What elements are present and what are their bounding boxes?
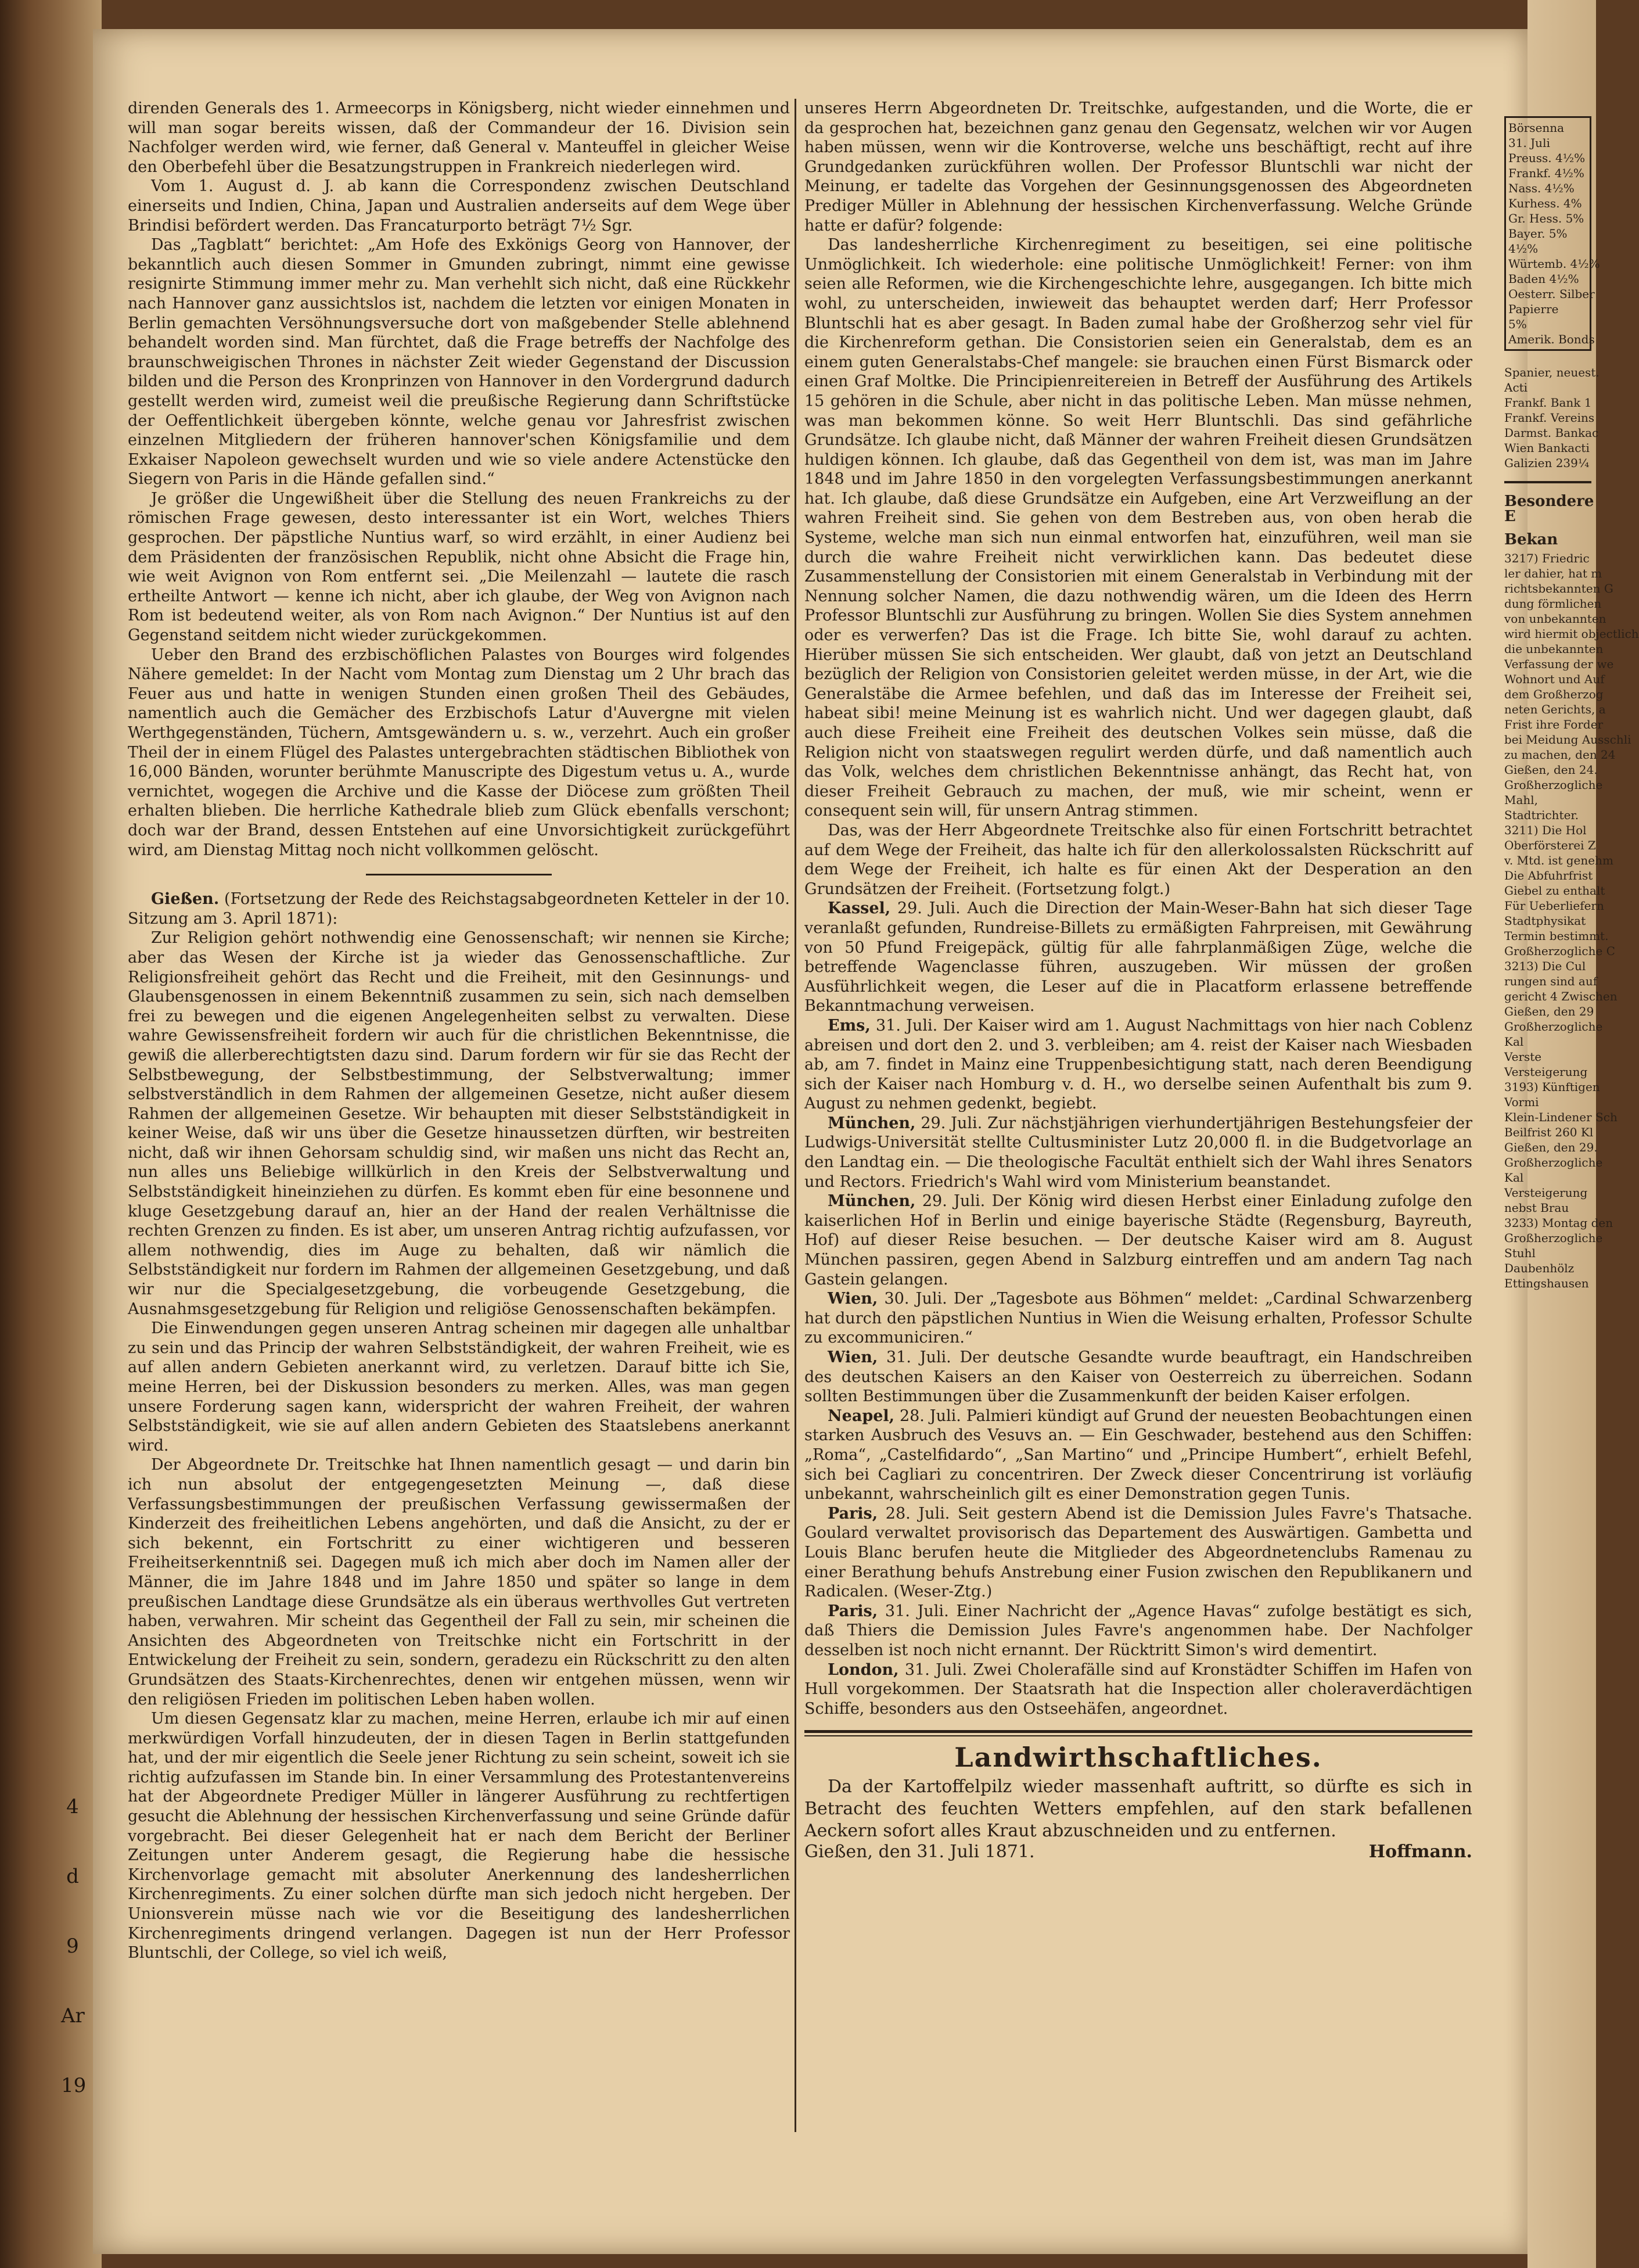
stock-line: Gr. Hess. 5% [1508,211,1584,225]
notice-line: Klein-Lindener Sch [1504,1110,1618,1124]
intro-text: (Fortsetzung der Rede des Reichstagsabgeordneten Ketteler in der 10. Sitzung am 3. April 1871): [128,890,790,928]
speech-paragraph: Der Abgeordnete Dr. Treitschke hat Ihnen namentlich gesagt — und darin bin ich nun absolut der entgegengesetzten Meinung —, daß diese Verfassungsbestimmungen der preußischen Verfassung gewissermaßen der Kinderzeit des freiheitlichen Lebens angehörten, und daß die Ansicht, zu der er sich bekennt, ein Fortschritt zu einer wichtigeren und besseren Freiheitserkenntniß sei. Dagegen muß ich mich aber doch im Namen aller der Männer, die im Jahre 1848 und im Jahre 1850 und später so lange in dem preußischen Landtage diese Grundsätze als ein überaus werthvolles Gut vertreten haben, verwahren. Mir scheint das Gegentheil der Fall zu sein, mir scheinen die Ansichten des Abgeordneten von Treitschke nicht ein Fortschritt in der Entwickelung der Freiheit zu sein, sondern, geradezu ein Rückschritt zu den alten Grundsätzen des Staats-Kirchenrechtes, denen wir entgehen müssen, wenn wir den religiösen Frieden im politischen Leben haben wollen. [128,1456,790,1709]
article-thiers: Je größer die Ungewißheit über die Stellung des neuen Frankreichs zu der römischen Frage gewesen, desto interessanter ist ein Wort, welches Thiers gesprochen. Der päpstliche Nuntius warf, so wird erzählt, in einer Audienz bei dem Präsidenten der französischen Republik, nicht ohne Absicht die Frage hin, wie weit Avignon von Rom entfernt sei. „Die Meilenzahl — lautete die rasch ertheilte Antwort — kenne ich nicht, aber ich glaube, der Weg von Avignon nach Rom ist bedeutend weiter, als von Rom nach Avignon.“ Der Nuntius ist auf den Gegenstand seitdem nicht wieder zurückgekommen. [128,489,790,645]
news-text: 28. Juli. Palmieri kündigt auf Grund der neuesten Beobachtungen einen starken Ausbruch des Vesuvs an. — Ein Geschwader, bestehend aus den Schiffen: „Roma“, „Castelfidardo“, „San Martino“ und „Principe Humbert“, erhielt Befehl, sich bei Cagliari zu concentriren. Der Zweck dieser Concentrirung ist vorläufig unbekannt, wahrscheinlich gilt es einer Demonstration gegen Tunis. [804,1406,1472,1503]
notice-line: Gießen, den 29 [1504,1004,1594,1018]
notice-line: Verfassung der we [1504,657,1614,671]
news-text: 31. Juli. Einer Nachricht der „Agence Havas“ zufolge bestätigt es sich, daß Thiers die Demission Jules Favre's angenommen habe. Der Nachfolger desselben ist noch nicht ernannt. Der Rücktritt Simon's wird dementirt. [804,1602,1472,1659]
notice-line: 3217) Friedric [1504,551,1590,565]
margin-mark: 19 [61,2074,87,2097]
stock-line: Galizien 239¼ [1504,456,1590,470]
dateline-place: Ems, [828,1016,871,1035]
stock-line: Acti [1504,381,1528,394]
sidebar-heading: Bekan [1504,531,1558,548]
news-text: 28. Juli. Seit gestern Abend ist die Demission Jules Favre's Thatsache. Goulard verwaltet provisorisch das Departement des Auswärtigen. Gambetta und Louis Blanc berufen heute die Mitglieder des Abgeordnetenclubs Ramenau zu einer Berathung behufs Anstrebung einer Fusion zwischen den Republikanern und Radicalen. (Weser-Ztg.) [804,1504,1472,1601]
section-rule-thin [804,1735,1472,1736]
notice-line: Gießen, den 24. [1504,763,1598,777]
right-column [804,99,1472,1861]
notice-line: 3193) Künftigen [1504,1080,1600,1094]
stock-line: 4½% [1508,242,1539,256]
notice-line: gericht 4 Zwischen [1504,989,1618,1003]
notice-line: 3233) Montag den [1504,1216,1613,1230]
notice-line: Verste [1504,1050,1542,1064]
notice-line: Wohnort und Auf [1504,672,1605,686]
notice-line: wird hiermit objectlich [1504,627,1639,641]
notice-line: Stadtphysikat [1504,914,1586,928]
section-rule-thick [804,1730,1472,1733]
notice-line: Stadtrichter. [1504,808,1579,822]
notice-line: Versteigerung [1504,1065,1588,1079]
news-text: 29. Juli. Der König wird diesen Herbst einer Einladung zufolge den kaiserlichen Hof in Berlin und einige bayerische Städte (Regensburg, Bayreuth, Hof) auf dieser Reise besuchen. — Der deutsche Kaiser wird am 8. August München passiren, gegen Abend in Salzburg eintreffen und am andern Tag nach Gastein gelangen. [804,1192,1472,1289]
notice-line: Gießen, den 29. [1504,1140,1598,1154]
adjacent-page-strip [1504,116,1639,2208]
news-item [804,1504,1472,1602]
news-text: 29. Juli. Zur nächstjährigen vierhundertjährigen Bestehungsfeier der Ludwigs-Universität stellte Cultusminister Lutz 20,000 fl. in die Budgetvorlage an den Landtag ein. — Die theologische Facultät enthielt sich der Wahl ihres Senators und Rectors. Friedrich's Wahl wird vom Ministerium beanstandet. [804,1114,1473,1191]
stock-line: Wien Bankacti [1504,441,1590,455]
speech-continuation: unseres Herrn Abgeordneten Dr. Treitschke, aufgestanden, und die Worte, die er da gesprochen hat, bezeichnen ganz genau den Gegensatz, welchen wir vor Augen haben müssen, wenn wir die Kontroverse, welche uns beschäftigt, recht auf ihre Grundgedanken zurückführen wollen. Der Professor Bluntschli war nicht der Meinung, er tadelte das Vorgehen der Gesinnungsgenossen des Abgeordneten Prediger Müller in Ablehnung der hessischen Kirchenverfassung. Welche Gründe hatte er dafür? folgende: [804,99,1472,235]
news-item [804,899,1472,1016]
dateline-place: Wien, [828,1348,878,1366]
speech-paragraph: Das landesherrliche Kirchenregiment zu beseitigen, sei eine politische Unmöglichkeit. Ich wiederhole: eine politische Unmöglichkeit! Ferner: von ihm seien alle Reformen, wie die Kirchengeschichte lehre, ausgegangen. Ich bitte mich wohl, zu unterscheiden, inwieweit das behauptet werden darf; Herr Professor Bluntschli hat es aber gesagt. In Baden zumal habe der Großherzog sehr viel für die Kirchenreform gethan. Die Consistorien seien ein Generalstab, dem es an einem guten Generalstabs-Chef mangele: sie brauchen einen Fürst Bismarck oder einen Graf Moltke. Die Principienreitereien in Betreff der Ausführung des Artikels 15 gehören in die Schule, aber nicht in das politische Leben. Man müsse nehmen, was man bekommen könne. So weit Herr Bluntschli. Das sind gefährliche Grundsätze. Ich glaube nicht, daß Männer der wahren Freiheit diesen Grundsätzen huldigen können. Ich glaube, daß das Gegentheil von dem ist, was man im Jahre 1848 und im Jahre 1850 in den vorgelegten Verfassungsbestimmungen anerkannt hat. Ich glaube, daß diese Grundsätze ein Aufgeben, eine Art Verzweiflung an der wahren Freiheit sind. Sie gehen von dem Bestreben aus, von oben herab die Systeme, welche man sich nun einmal entworfen hat, einzuführen, weil man sie durch die wahre Freiheit nicht verwirklichen kann. Das bedeutet diese Zusammenstellung der Consistorien mit einem Generalstab in Verbindung mit der Nennung solcher Namen, die dazu nothwendig wären, um die Ideen des Herrn Professor Bluntschli zur Ausführung zu bringen. Wollen Sie dies System annehmen oder es verwerfen? Das ist die Frage. Ich bitte Sie, wohl darauf zu achten. Hierüber müssen Sie sich entscheiden. Wer glaubt, daß von jetzt an Deutschland bezüglich der Religion von Consistorien geleitet werden müsse, in der Art, wie die Generalstäbe die Armee befehlen, und daß das im Interesse der Freiheit sei, habeat sibi! meine Meinung ist es wahrlich nicht. Und wer dagegen glaubt, daß auch diese Freiheit eine Freiheit des deutschen Volkes sein müsse, daß die Religion nicht von staatswegen regulirt werden dürfe, und daß namentlich auch das Volk, welches dem christlichen Bekenntnisse anhängt, das Recht hat, von dieser Freiheit Gebrauch zu machen, der muß, wie mir scheint, wenn er consequent sein will, für unsern Antrag stimmen. [804,236,1472,820]
agricultural-notice: Da der Kartoffelpilz wieder massenhaft auftritt, so dürfte es sich in Betracht des feuchten Wetters empfehlen, auf den stark befallenen Aeckern sofort alles Kraut abzuschneiden und zu entfernen. [804,1776,1472,1841]
stock-line: Darmst. Bankac [1504,426,1599,440]
notice-line: Versteigerung [1504,1186,1588,1200]
sidebar-notices [1504,551,1639,1291]
notice-line: Daubenhölz [1504,1261,1575,1275]
notice-signature [804,1842,1472,1862]
news-item [804,1602,1472,1660]
dateline-place: Gießen. [151,890,220,909]
news-item [804,1660,1472,1719]
stock-line: Preuss. 4½% [1508,151,1586,165]
notice-line: Oberförsterei Z [1504,838,1596,852]
stock-line: Bayer. 5% [1508,227,1568,241]
notice-line: v. Mtd. ist genehm [1504,853,1613,867]
dateline-place: London, [828,1660,899,1679]
notice-line: Frist ihre Forder [1504,717,1604,731]
notice-line: Für Ueberliefern [1504,899,1604,913]
notice-line: Mahl, [1504,793,1539,807]
margin-mark: Ar [61,2004,85,2027]
dateline-place: München, [828,1114,916,1132]
margin-mark: 9 [66,1935,79,1958]
news-item [804,1016,1472,1114]
dateline-place: Paris, [828,1602,878,1620]
margin-mark: d [66,1865,79,1888]
stock-line: Oesterr. Silber [1508,287,1595,301]
dateline-place: Wien, [828,1290,878,1308]
section-rule [366,874,552,875]
news-item [804,1348,1472,1406]
notice-line: nebst Brau [1504,1201,1569,1215]
news-text: 31. Juli. Der deutsche Gesandte wurde beauftragt, ein Handschreiben des deutschen Kaisers an den Kaiser von Oesterreich zu überreichen. Sodann sollten Bestimmungen über die Zusammenkunft der beiden Kaiser erfolgen. [804,1348,1472,1406]
stock-line: Amerik. Bonds [1508,332,1595,346]
notice-line: Großherzogliche [1504,778,1603,792]
sidebar-heading: Besondere E [1504,493,1594,525]
notice-line: Großherzogliche C [1504,944,1615,958]
notice-line: 3211) Die Hol [1504,823,1587,837]
stock-lines [1504,365,1600,471]
stock-line: Nass. 4½% [1508,181,1575,195]
section-heading: Landwirthschaftliches. [954,1742,1322,1774]
notice-line: ler dahier, hat m [1504,566,1602,580]
stock-line: Frankf. Bank 1 [1504,396,1592,410]
stock-line: 31. Juli [1508,136,1550,150]
speech-paragraph: Um diesen Gegensatz klar zu machen, meine Herren, erlaube ich mir auf einen merkwürdigen Vorfall hinzudeuten, der in diesen Tagen in Berlin stattgefunden hat, und der mir eigentlich die Seele jener Richtung zu sein scheint, soweit ich sie richtig aufzufassen im Stande bin. In einer Versammlung des Protestantenvereins hat der Abgeordnete Prediger Müller in längerer Ausführung zu rechtfertigen gesucht die Ablehnung der hessischen Kirchenverfassung und seine Gründe dafür vorgebracht. Bei dieser Gelegenheit hat er nach dem Bericht der Berliner Zeitungen unter Anderem gesagt, die Regierung habe die hessische Kirchenvorlage gemacht mit absoluter Anerkennung des landesherrlichen Kirchenregiments. Zu einer solchen dürfte man sich jedoch nicht hergeben. Der Unionsverein müsse nach wie vor die Beseitigung des landesherrlichen Kirchenregiments dringend verlangen. Dagegen ist nun der Herr Professor Bluntschli, der College, so viel ich weiß, [128,1710,790,1962]
stock-line: Spanier, neuest. [1504,365,1600,379]
news-text: 31. Juli. Der Kaiser wird am 1. August Nachmittags von hier nach Coblenz abreisen und dort den 2. und 3. verbleiben; am 4. reist der Kaiser nach Wiesbaden ab, am 7. findet in Mainz eine Truppenbesichtigung statt, nach deren Beendigung sich der Kaiser nach Homburg v. d. H., wo derselbe seinen Aufenthalt bis zum 9. August zu nehmen gedenkt, begiebt. [804,1016,1472,1113]
notice-line: zu machen, den 24 [1504,748,1616,762]
speech-paragraph: Zur Religion gehört nothwendig eine Genossenschaft; wir nennen sie Kirche; aber das Wesen der Kirche ist ja wieder das Genossenschaftliche. Zur Religionsfreiheit gehört das Recht und die Freiheit, mit den Gesinnungs- und Glaubensgenossen in einem Bekenntniß zusammen zu sein, sich nach demselben frei zu bewegen und die eigenen Angelegenheiten selbst zu verwalten. Diese wahre Gewissensfreiheit fordern wir auch für die christlichen Bekenntnisse, die gewiß die allerberechtigtsten dazu sind. Darum fordern wir für sie das Recht der Selbstbewegung, der Selbstbestimmung, der Selbstverwaltung; immer selbstverständlich in dem Rahmen der allgemeinen Gesetze, nicht außer diesem Rahmen der allgemeinen Gesetze. Wir behaupten mit dieser Selbstständigkeit in keiner Weise, daß wir uns über die Gesetze hinaussetzen dürften, wir bestreiten nicht, daß wir ihnen Gehorsam schuldig sind, wir maßen uns nicht das Recht an, nun alles uns Beliebige willkürlich in den Kreis der Selbstverwaltung und Selbstständigkeit hineinziehen zu dürfen. Es kommt eben für eine besonnene und kluge Gesetzgebung darauf an, hier an der Hand der realen Verhältnisse die rechten Grenzen zu finden. Es ist aber, um unseren Antrag richtig aufzufassen, vor allem nothwendig, dies im Auge zu behalten, daß wir nämlich die Selbstständigkeit nur fordern im Rahmen der allgemeinen Gesetzgebung, und daß wir nur die Specialgesetzgebung, die vorbeugende Gesetzgebung, die Ausnahmsgesetzgebung für Religion und religiöse Genossenschaften bekämpfen. [128,929,790,1318]
notice-line: Termin bestimmt. [1504,929,1609,943]
news-text: 29. Juli. Auch die Direction der Main-Weser-Bahn hat sich dieser Tage veranlaßt gefunden, Rundreise-Billets zu ermäßigten Fahrpreisen, mit Gewährung von 50 Pfund Freigepäck, gültig für alle fahrplanmäßigen Züge, welche die betreffende Wagenclasse führen, auszugeben. Wir müssen der großen Ausführlichkeit wegen, die Leser auf die in Placatform erlassene betreffende Bekanntmachung verweisen. [804,899,1472,1015]
stock-line: Papierre [1508,302,1559,316]
notice-line: Ettingshausen [1504,1276,1589,1290]
stock-line: Kurhess. 4% [1508,196,1582,210]
article-giessen-intro [128,889,790,928]
stock-line: Frankf. 4½% [1508,166,1584,180]
notice-line: Stuhl [1504,1246,1536,1260]
notice-line: neten Gerichts, a [1504,702,1606,716]
signature-name: Hoffmann. [1368,1841,1472,1862]
dateline-place: München, [828,1192,916,1211]
news-item [804,1406,1472,1504]
dateline-place: Neapel, [828,1406,895,1425]
column-divider [795,99,796,2132]
notice-line: Kal [1504,1035,1524,1049]
article-hannover: Das „Tagblatt“ berichtet: „Am Hofe des Exkönigs Georg von Hannover, der bekanntlich auch diesen Sommer in Gmunden zubringt, nimmt eine gewisse resignirte Stimmung immer mehr zu. Man verhehlt sich nicht, daß eine Rückkehr nach Hannover ganz aussichtslos ist, nachdem die letzten vor einigen Monaten in Berlin gemachten Versöhnungsversuche dort von maßgebender Stelle ablehnend behandelt worden sind. Man fürchtet, daß die Frage betreffs der Nachfolge des braunschweigischen Thrones in nächster Zeit wieder Gegenstand der Discussion bilden und die Person des Kronprinzen von Hannover in den Vordergrund dadurch gestellt werden wird, zumeist weil die preußische Regierung dann Schriftstücke der Oeffentlichkeit übergeben könnte, welche genau vor Jahresfrist zwischen einzelnen Mitgliedern der früheren hannover'schen Königsfamilie und dem Exkaiser Napoleon gewechselt wurden und wie so viele andere Actenstücke den Siegern von Paris in die Hände gefallen sind.“ [128,236,790,489]
news-text: 30. Juli. Der „Tagesbote aus Böhmen“ meldet: „Cardinal Schwarzenberg hat durch den päpstlichen Nuntius in Wien die Weisung erhalten, Professor Schulte zu excommuniciren.“ [804,1290,1472,1347]
notice-line: Großherzogliche [1504,1231,1603,1245]
notice-line: Großherzogliche [1504,1155,1603,1169]
notice-line: dung förmlichen [1504,597,1602,611]
binding-margin-marks [61,1772,87,2120]
speech-paragraph: Das, was der Herr Abgeordnete Treitschke also für einen Fortschritt betrachtet auf dem Wege der Freiheit, das halte ich für den allerkolossalsten Rückschritt auf dem Wege der Freiheit, ich halte es für einen Akt der Desperation an den Grundsätzen der Freiheit. (Fortsetzung folgt.) [804,821,1472,898]
stock-line: Frankf. Vereins [1504,411,1595,425]
news-item [804,1114,1472,1192]
stock-line: Börsenna [1508,121,1565,135]
stock-line: 5% [1508,317,1527,331]
notice-line: rungen sind auf [1504,974,1598,988]
signature-place-date: Gießen, den 31. Juli 1871. [804,1841,1035,1862]
notice-line: Vormi [1504,1095,1539,1109]
article-continuation: direnden Generals des 1. Armeecorps in Königsberg, nicht wieder einnehmen und will man sogar bereits wissen, daß der Commandeur der 16. Division sein Nachfolger werden wird, wie ferner, daß General v. Manteuffel in gleicher Weise den Oberbefehl über die Besatzungstruppen in Frankreich niederlegen wird. [128,99,790,176]
notice-line: 3213) Die Cul [1504,959,1586,973]
notice-line: bei Meidung Ausschli [1504,733,1631,747]
stock-line: Würtemb. 4½% [1508,257,1600,271]
notice-line: Giebel zu enthalt [1504,884,1605,898]
notice-line: Beilfrist 260 Kl [1504,1125,1594,1139]
notice-line: Die Abfuhrfrist [1504,869,1593,882]
notice-line: Großherzogliche [1504,1020,1603,1033]
book-binding [0,0,102,2268]
notice-line: die unbekannten [1504,642,1604,656]
dateline-place: Kassel, [828,899,891,918]
stock-line: Baden 4½% [1508,272,1579,286]
notice-line: Kal [1504,1171,1524,1185]
article-bourges: Ueber den Brand des erzbischöflichen Palastes von Bourges wird folgendes Nähere gemeldet: In der Nacht vom Montag zum Dienstag um 2 Uhr brach das Feuer aus und hatte in wenigen Stunden einen großen Theil des Gebäudes, namentlich auch die Gemächer des Erzbischofs Latur d'Auvergne mit vielen Werthgegenständen, Tüchern, Amtsgewändern u. s. w., verzehrt. Auch ein großer Theil der in einem Flügel des Palastes untergebrachten städtischen Bibliothek von 16,000 Bänden, worunter berühmte Manuscripte des Digestum vetus u. A., wurde vernichtet, wogegen die Archive und die Kasse der Diöcese zum größten Theil erhalten blieben. Die herrliche Kathedrale blieb zum Glück ebenfalls verschont; doch war der Brand, dessen Entstehen auf eine Unvorsichtigkeit zurückgeführt wird, am Dienstag Mittag noch nicht vollkommen gelöscht. [128,645,790,859]
speech-paragraph: Die Einwendungen gegen unseren Antrag scheinen mir dagegen alle unhaltbar zu sein und das Princip der wahren Selbstständigkeit, der wahren Freiheit, wie es auf allen andern Gebieten anerkannt wird, zu verletzen. Darauf bitte ich Sie, meine Herren, bei der Diskussion besonders zu merken. Alles, was man gegen unsere Forderung sagen kann, widerspricht der wahren Freiheit, der wahren Selbstständigkeit, wie sie auf allen andern Gebieten des Staatslebens anerkannt wird. [128,1319,790,1455]
news-item [804,1289,1472,1348]
sidebar-rule [1504,481,1591,483]
left-column [128,99,790,1963]
notice-line: richtsbekannten G [1504,582,1613,595]
news-item [804,1192,1472,1289]
article-post: Vom 1. August d. J. ab kann die Correspondenz zwischen Deutschland einerseits und Indien, China, Japan und Australien anderseits auf dem Wege über Brindisi befördert werden. Das Francaturporto beträgt 7½ Sgr. [128,177,790,235]
dateline-place: Paris, [828,1504,878,1523]
margin-mark: 4 [66,1795,79,1818]
news-text: 31. Juli. Zwei Cholerafälle sind auf Kronstädter Schiffen im Hafen von Hull vorgekommen. Der Staatsrath hat die Inspection aller choleraverdächtigen Schiffe, besonders aus den Ostseehäfen, angeordnet. [804,1660,1472,1718]
notice-line: von unbekannten [1504,612,1606,626]
notice-line: dem Großherzog [1504,687,1604,701]
stock-market-box [1504,116,1600,351]
